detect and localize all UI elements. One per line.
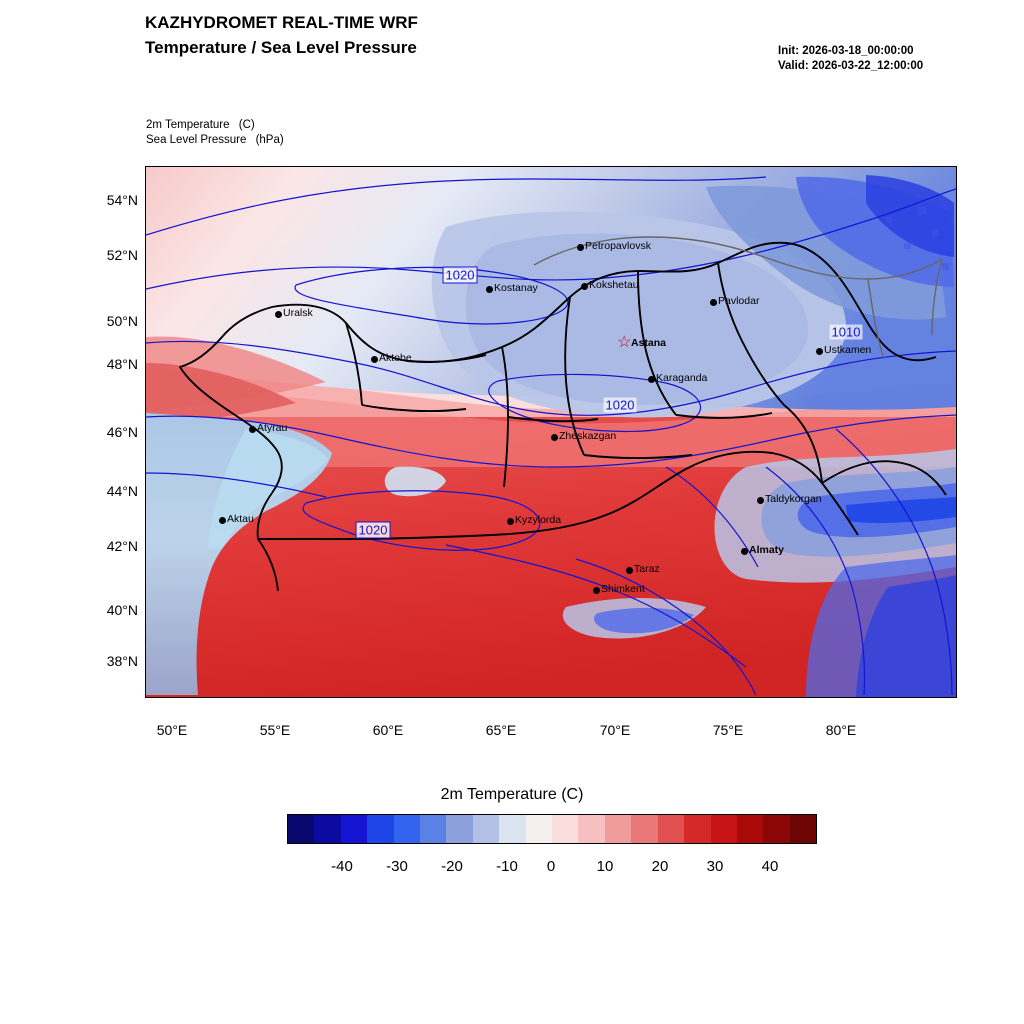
city-dot [275,311,282,318]
city-label: Kostanay [494,282,538,294]
colorbar-swatch [288,815,314,843]
lon-tick: 80°E [825,722,857,738]
city-dot [593,587,600,594]
city-label: Taldykorgan [765,493,822,505]
title-line-2: Temperature / Sea Level Pressure [145,38,417,57]
city-dot [486,286,493,293]
city-label: Karaganda [656,372,708,384]
colorbar-swatch [684,815,710,843]
field-name-pressure: Sea Level Pressure [146,134,247,146]
field-unit-pressure: (hPa) [255,134,284,146]
colorbar-swatch [341,815,367,843]
city-dot [648,376,655,383]
city-label: Aktobe [379,352,412,364]
lon-tick: 65°E [485,722,517,738]
valid-time: Valid: 2026-03-22_12:00:00 [778,60,924,72]
city-label: Shimkent [601,583,645,595]
lat-tick: 42°N [106,538,138,554]
capital-star-icon: ☆ [617,334,632,351]
lat-tick: 48°N [106,356,138,372]
city-dot [219,517,226,524]
colorbar-tick: -40 [331,858,353,875]
city-dot [757,497,764,504]
city-dot [741,548,748,555]
lat-tick: 38°N [106,653,138,669]
city-label: Kokshetau [589,279,639,291]
city-dot [507,518,514,525]
pressure-label: 1020 [605,397,635,413]
city-label: Zheskazgan [559,430,617,442]
colorbar-tick: 10 [596,858,614,875]
lat-tick: 54°N [106,192,138,208]
city-label: Uralsk [283,307,313,319]
colorbar-swatch [499,815,525,843]
lat-tick: 40°N [106,602,138,618]
pressure-label: 1020 [443,267,478,284]
colorbar-tick: 0 [546,858,556,875]
colorbar [287,814,817,844]
colorbar-swatch [367,815,393,843]
init-time: Init: 2026-03-18_00:00:00 [778,45,914,57]
city-label: Petropavlovsk [585,240,651,252]
lat-tick: 46°N [106,424,138,440]
field-row-pressure [146,133,284,148]
colorbar-swatch [658,815,684,843]
colorbar-swatch [711,815,737,843]
city-label: Almaty [749,544,785,556]
colorbar-swatch [473,815,499,843]
lon-tick: 70°E [599,722,631,738]
city-dot [577,244,584,251]
field-row-temperature [146,118,284,133]
city-label: Taraz [634,563,660,575]
colorbar-tick: -20 [441,858,463,875]
city-label: Astana [631,337,667,349]
lon-tick: 75°E [712,722,744,738]
colorbar-swatch [420,815,446,843]
pressure-label: 1020 [356,522,391,539]
city-dot [816,348,823,355]
colorbar-title: 2m Temperature (C) [440,786,584,803]
field-name-temperature: 2m Temperature [146,119,230,131]
colorbar-swatch [763,815,789,843]
colorbar-swatch [631,815,657,843]
colorbar-tick: 40 [761,858,779,875]
forecast-time-block [778,44,923,74]
city-dot [249,426,256,433]
colorbar-tick: -10 [496,858,518,875]
field-legend [146,118,284,148]
colorbar-ticks [287,848,815,878]
city-dot [371,356,378,363]
city-dot [581,283,588,290]
colorbar-swatch [526,815,552,843]
chart-title [145,10,418,60]
colorbar-swatch [394,815,420,843]
colorbar-tick: 30 [706,858,724,875]
lon-tick: 50°E [156,722,188,738]
city-dot [626,567,633,574]
city-dot [551,434,558,441]
colorbar-swatch [605,815,631,843]
city-label: Ustkamen [824,344,872,356]
weather-map[interactable] [145,166,957,698]
colorbar-swatch [446,815,472,843]
colorbar-tick: 20 [651,858,669,875]
city-label: Pavlodar [718,295,760,307]
colorbar-swatch [552,815,578,843]
lon-tick: 60°E [372,722,404,738]
lon-tick: 55°E [259,722,291,738]
colorbar-swatch [737,815,763,843]
city-label: Aktau [227,513,254,525]
city-dot [710,299,717,306]
field-unit-temperature: (C) [238,119,255,131]
colorbar-tick: -30 [386,858,408,875]
title-line-1: KAZHYDROMET REAL-TIME WRF [145,13,418,32]
city-label: Atyrau [257,422,288,434]
latitude-axis [60,166,138,698]
pressure-label: 1010 [831,324,861,340]
colorbar-swatch [314,815,340,843]
colorbar-swatch [790,815,816,843]
colorbar-swatch [578,815,604,843]
lat-tick: 44°N [106,483,138,499]
lat-tick: 52°N [106,247,138,263]
longitude-axis [145,704,957,738]
city-label: Kyzylorda [515,514,562,526]
lat-tick: 50°N [106,313,138,329]
